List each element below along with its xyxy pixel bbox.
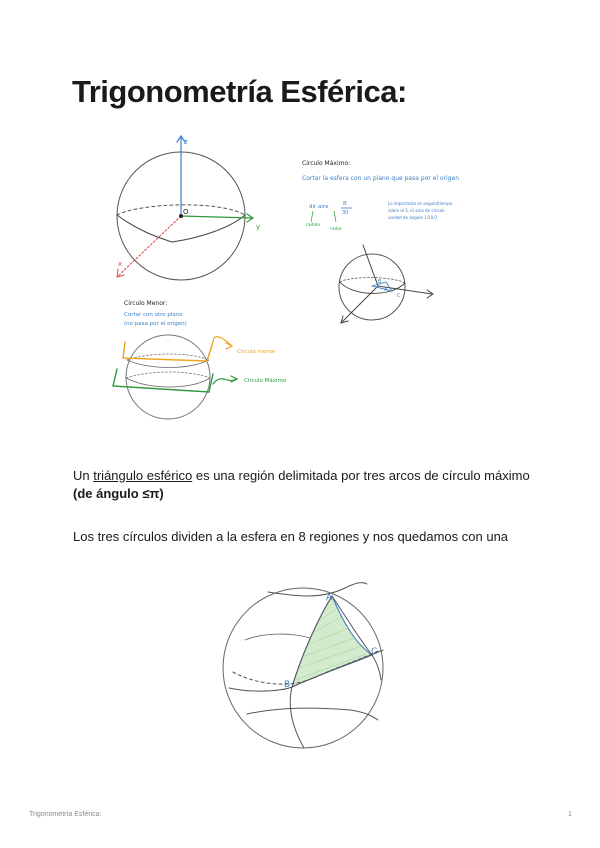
great-circle-heading: Circulo Máximo: [302, 160, 351, 167]
side-note-line-2: sobre el S. el arco de círculo [388, 208, 445, 213]
spherical-triangle-sketch [223, 583, 383, 748]
notation-denominator: 30 [342, 210, 349, 216]
paragraph-regions: Los tres círculos dividen a la esfera en 8 regiones y nos quedamos con una [73, 529, 509, 544]
vertex-b-label: B [284, 680, 291, 690]
great-circle-label: Circulo Máximo [244, 378, 287, 384]
notation-label-left: radián [306, 223, 321, 228]
paragraph1-rest: es una región delimitada por tres arcos de círculo máximo [192, 468, 530, 483]
small-sphere-label-b: B [378, 279, 382, 285]
paragraph-triangle-definition [73, 467, 543, 503]
origin-label: O [183, 208, 189, 216]
small-sphere-sketch [339, 245, 433, 323]
side-note-line-1: Lo importante es angulo/tiempo [388, 201, 453, 206]
x-axis [118, 216, 181, 276]
great-circle-definition: Cortar la esfera con un plano que pasa por el origen [302, 175, 460, 182]
y-axis [181, 216, 252, 218]
notation-prefix: dir aire [309, 204, 329, 210]
notation-numerator: π [343, 200, 347, 207]
small-sphere-label-a: A [384, 287, 388, 293]
small-circle-plane [123, 342, 212, 361]
sphere-planes-sketch [113, 335, 237, 419]
small-circle-heading: Circulo Menor: [124, 300, 168, 307]
vertex-a-label: A [326, 593, 333, 603]
spherical-triangle-term: triángulo esférico [93, 468, 193, 483]
small-sphere-label-c: C [397, 293, 401, 299]
paragraph1-line2: (de ángulo ≤π) [73, 486, 164, 501]
paragraph1-prefix: Un [73, 468, 94, 483]
side-note-line-3: unidad de ángulo 1/10,0 [388, 215, 437, 220]
vertex-c-label: C [371, 647, 378, 657]
notation-label-right: radio [330, 227, 342, 232]
page-number: 1 [568, 811, 572, 818]
small-circle-label: Circulo menor [237, 349, 276, 355]
z-axis-label: z [184, 138, 188, 146]
page-title: Trigonometría Esférica: [72, 74, 407, 109]
small-circle-def-line-2: (no pasa por el origen) [124, 321, 187, 327]
triangle-region [292, 596, 372, 687]
small-circle-def-line-1: Cortar con otro plano [124, 312, 183, 318]
x-axis-label: x [118, 260, 123, 268]
y-axis-label: y [256, 223, 261, 231]
footer-title: Trigonometría Esférica: [29, 811, 102, 818]
angle-notation [306, 200, 352, 232]
